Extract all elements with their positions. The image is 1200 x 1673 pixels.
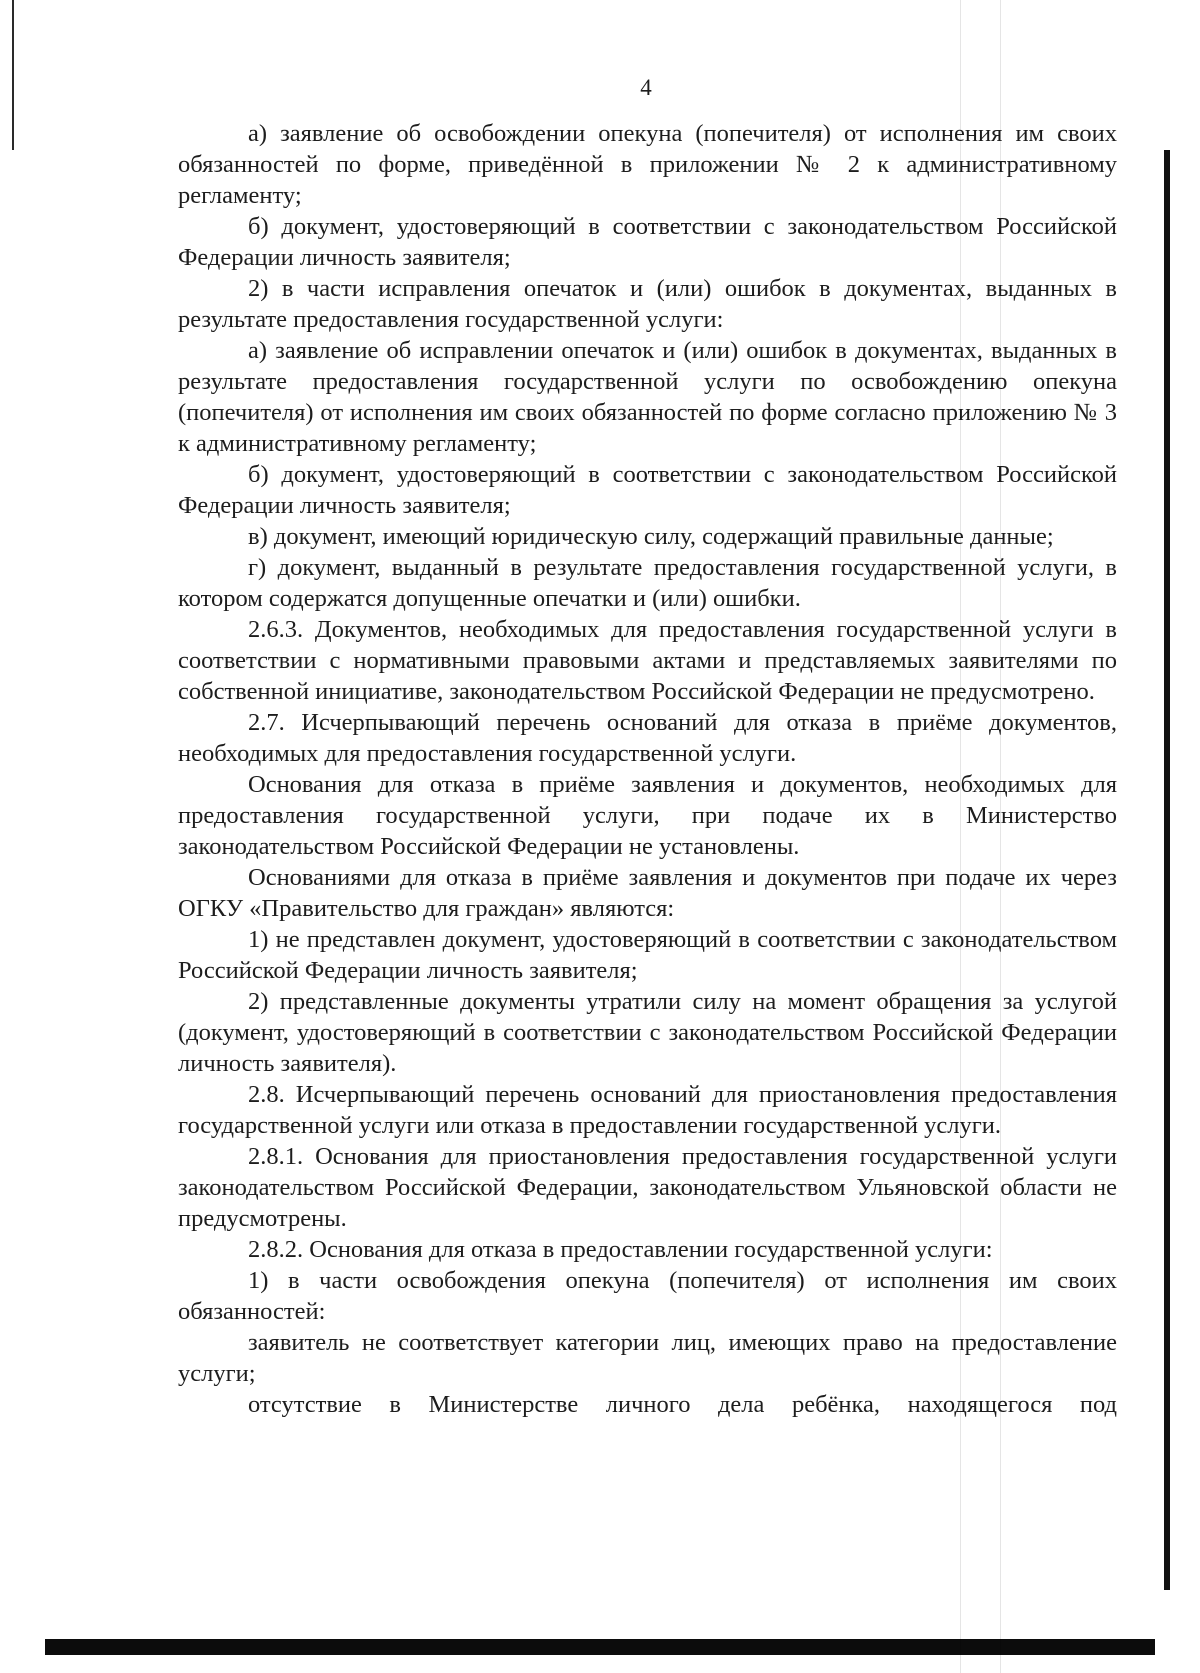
paragraph: заявитель не соответствует категории лиц, имеющих право на предоставление услуги; bbox=[178, 1329, 1117, 1387]
paragraph: 2.7. Исчерпывающий перечень оснований для отказа в приёме документов, необходимых для предоставления государственной услуги. bbox=[178, 709, 1117, 767]
paragraph: 2.8. Исчерпывающий перечень оснований для приостановления предоставления государственной услуги или отказа в предоставлении государственной услуги. bbox=[178, 1081, 1117, 1139]
scan-edge-right bbox=[1164, 150, 1170, 1590]
scan-edge-bottom bbox=[45, 1639, 1155, 1655]
paragraph: 1) в части освобождения опекуна (попечителя) от исполнения им своих обязанностей: bbox=[178, 1267, 1117, 1325]
paragraph: 1) не представлен документ, удостоверяющий в соответствии с законодательством Российской Федерации личность заявителя; bbox=[178, 926, 1117, 984]
paragraph: б) документ, удостоверяющий в соответствии с законодательством Российской Федерации личность заявителя; bbox=[178, 213, 1117, 271]
paragraph: 2) представленные документы утратили силу на момент обращения за услугой (документ, удостоверяющий в соответствии с законодательством Российской Федерации личность заявителя). bbox=[178, 988, 1117, 1077]
paragraph: а) заявление об освобождении опекуна (попечителя) от исполнения им своих обязанностей по форме, приведённой в приложении № 2 к административному регламенту; bbox=[178, 120, 1117, 209]
paragraph: Основаниями для отказа в приёме заявления и документов при подаче их через ОГКУ «Правительство для граждан» являются: bbox=[178, 864, 1117, 922]
paragraph: в) документ, имеющий юридическую силу, содержащий правильные данные; bbox=[248, 523, 1054, 550]
paragraph: 2.8.2. Основания для отказа в предоставлении государственной услуги: bbox=[248, 1236, 993, 1263]
paragraph: б) документ, удостоверяющий в соответствии с законодательством Российской Федерации личность заявителя; bbox=[178, 461, 1117, 519]
page-number: 4 bbox=[640, 75, 652, 100]
paragraph: г) документ, выданный в результате предоставления государственной услуги, в котором содержатся допущенные опечатки и (или) ошибки. bbox=[178, 554, 1117, 612]
paragraph: 2) в части исправления опечаток и (или) ошибок в документах, выданных в результате предоставления государственной услуги: bbox=[178, 275, 1117, 333]
document-body bbox=[178, 118, 1117, 1420]
paragraph: 2.6.3. Документов, необходимых для предоставления государственной услуги в соответствии с нормативными правовыми актами и представляемых заявителями по собственной инициативе, законодательством Российской Федерации не предусмотрено. bbox=[178, 616, 1117, 705]
paragraph: Основания для отказа в приёме заявления и документов, необходимых для предоставления государственной услуги, при подаче их в Министерство законодательством Российской Федерации не установлены. bbox=[178, 771, 1117, 860]
paragraph: 2.8.1. Основания для приостановления предоставления государственной услуги законодательством Российской Федерации, законодательством Ульяновской области не предусмотрены. bbox=[178, 1143, 1117, 1232]
paragraph: а) заявление об исправлении опечаток и (или) ошибок в документах, выданных в результате предоставления государственной услуги по освобождению опекуна (попечителя) от исполнения им своих обязанностей по форме согласно приложению № 3 к административному регламенту; bbox=[178, 337, 1117, 457]
paragraph: отсутствие в Министерстве личного дела ребёнка, находящегося под bbox=[248, 1391, 1117, 1418]
